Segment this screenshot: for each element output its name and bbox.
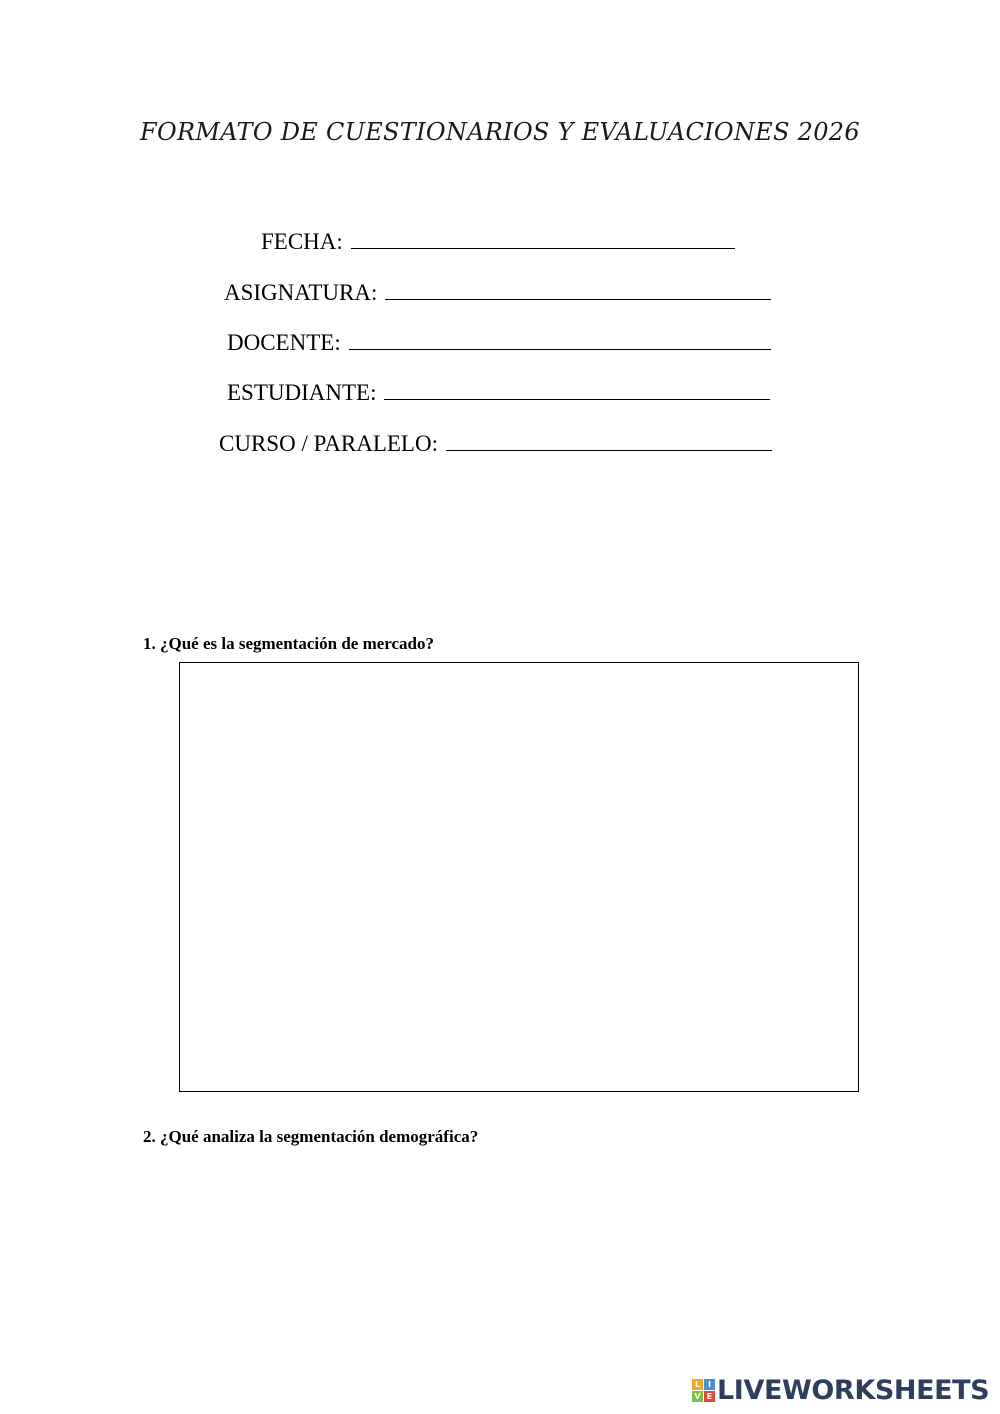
field-asignatura-line[interactable] — [385, 281, 771, 300]
field-curso-paralelo — [219, 431, 772, 457]
document-title: FORMATO DE CUESTIONARIOS Y EVALUACIONES 2026 — [140, 118, 860, 146]
question-1: 1. ¿Qué es la segmentación de mercado? — [143, 634, 435, 653]
logo-tile-l: L — [692, 1379, 703, 1390]
question-2: 2. ¿Qué analiza la segmentación demográfica? — [143, 1127, 479, 1146]
field-asignatura — [224, 280, 771, 306]
logo-tile-v: V — [692, 1391, 703, 1402]
field-fecha-label: FECHA: — [261, 229, 343, 254]
field-asignatura-label: ASIGNATURA: — [224, 280, 378, 305]
liveworksheets-logo — [692, 1372, 989, 1408]
field-estudiante — [227, 380, 770, 406]
field-docente-label: DOCENTE: — [227, 330, 341, 355]
logo-text: LIVEWORKSHEETS — [717, 1374, 990, 1406]
field-fecha — [261, 229, 735, 255]
field-docente — [227, 330, 771, 356]
field-curso-paralelo-line[interactable] — [446, 432, 772, 451]
field-estudiante-line[interactable] — [384, 381, 770, 400]
field-docente-line[interactable] — [349, 331, 771, 350]
logo-tile-e: E — [704, 1391, 715, 1402]
field-fecha-line[interactable] — [351, 230, 735, 249]
field-curso-paralelo-label: CURSO / PARALELO: — [219, 431, 438, 456]
answer-box-1[interactable] — [179, 662, 859, 1092]
field-estudiante-label: ESTUDIANTE: — [227, 380, 377, 405]
logo-tiles-icon — [692, 1379, 715, 1402]
logo-tile-i: I — [704, 1379, 715, 1390]
